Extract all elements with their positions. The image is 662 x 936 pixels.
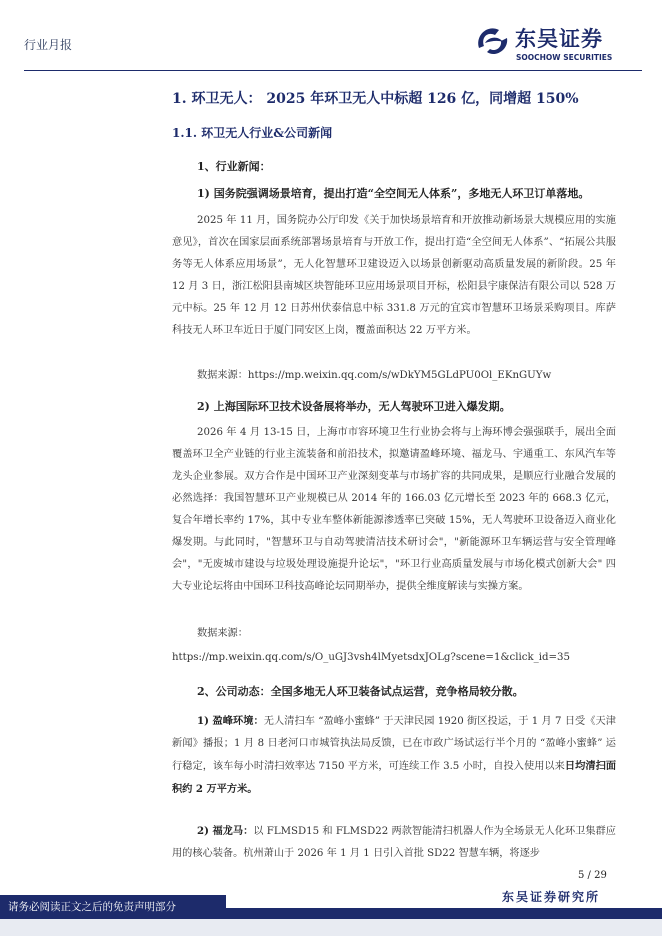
news-item-1-title: 1) 国务院强调场景培育，提出打造“全空间无人体系”，多地无人环卫订单落地。 xyxy=(197,187,590,200)
company-item-2-text: 以 FLMSD15 和 FLMSD22 两款智能清扫机器人作为全场景无人化环卫集群应用的核心装备。杭州萧山于 2026 年 1 月 1 日引入首批 SD22 智慧车辆，将逐步 xyxy=(172,826,616,859)
soochow-logo-icon xyxy=(473,22,513,62)
company-item-1 xyxy=(172,710,616,801)
footer-institute: 东吴证券研究所 xyxy=(502,890,601,904)
subsection-heading: 1.1. 环卫无人行业&公司新闻 xyxy=(172,126,333,140)
header-divider xyxy=(24,70,642,71)
news-item-2-body xyxy=(172,422,616,598)
company-item-1-label: 1) 盈峰环境： xyxy=(197,715,264,727)
news-item-2-text: 2026 年 4 月 13-15 日，上海市市容环境卫生行业协会将与上海环博会强强联手，展出全面覆盖环卫全产业链的行业主流装备和前沿技术，拟邀请盈峰环境、福龙马、宇通重工、东风汽车等龙头企业参展。双方合作是中国环卫产业深刻变革与市场扩容的共同成果，是顺应行业融合发展的必然选择：我国智慧环卫产业规模已从 2014 年的 166.03 亿元增长至 2023 年的 668.3 亿元，复合年增长率约 17%，其中专业车整体新能源渗透率已突破 15%，无人驾驶环卫设备迈入商业化爆发期。与此同时，"智慧环卫与自动驾驶清洁技术研讨会"，"新能源环卫车辆运营与安全管理峰会"，"无废城市建设与垃圾处理设施提升论坛"，"环卫行业高质量发展与市场化模式创新大会" 四大专业论坛将由中国环卫科技高峰论坛同期举办，提供全维度解读与实操方案。 xyxy=(172,427,616,592)
logo-chinese-name: 东吴证券 xyxy=(515,27,603,51)
report-type-label: 行业月报 xyxy=(24,38,73,52)
news-item-2-source-url: https://mp.weixin.qq.com/s/O_uGJ3vsh4lMyetsdxJOLg?scene=1&click_id=35 xyxy=(172,652,570,663)
industry-news-title: 1、行业新闻： xyxy=(197,160,271,173)
news-item-2-title: 2) 上海国际环卫技术设备展将举办，无人驾驶环卫进入爆发期。 xyxy=(197,400,511,413)
news-item-1-text: 2025 年 11 月，国务院办公厅印发《关于加快场景培育和开放推动新场景大规模应用的实施意见》，首次在国家层面系统部署场景培育与开放工作，提出打造“全空间无人体系”、“拓展公共服务等无人体系应用场景”，无人化智慧环卫建设迈入以场景创新驱动高质量发展的新阶段。25 年 12 月 3 日，浙江松阳县南城区块智能环卫应用场景项目开标，松阳县宇康保洁有限公司以 528 万元中标。25 年 12 月 12 日苏州伏泰信息中标 331.8 万元的宜宾市智慧环卫场景采购项目。库萨科技无人环卫车近日于厦门同安区上岗，覆盖面积达 22 万平方米。 xyxy=(172,215,616,336)
company-news-title: 2、公司动态：全国多地无人环卫装备试点运营，竞争格局较分散。 xyxy=(197,685,524,698)
footer-strip xyxy=(0,919,662,936)
news-item-1-source: 数据来源：https://mp.weixin.qq.com/s/wDkYM5GLdPU0Ol_EKnGUYw xyxy=(197,370,552,381)
company-logo xyxy=(473,22,643,66)
company-item-1-text: 无人清扫车 “盈峰小蜜蜂” 于天津民园 1920 街区投运，于 1 月 7 日受《天津新闻》播报；1 月 8 日老河口市城管执法局反馈，已在市政广场试运行半个月的 “盈峰小蜜蜂” 运行稳定，该车每小时清扫效率达 7150 平方米，可连续工作 3.5 小时，自投入使用以来 xyxy=(172,716,616,772)
news-item-1-body xyxy=(172,210,616,342)
disclaimer-notice: 请务必阅读正文之后的免责声明部分 xyxy=(0,895,226,919)
logo-english-name: SOOCHOW SECURITIES xyxy=(516,53,613,62)
company-item-2 xyxy=(172,820,616,865)
company-item-2-label: 2) 福龙马： xyxy=(197,825,254,837)
footer-band xyxy=(226,908,662,919)
section-heading: 1. 环卫无人： 2025 年环卫无人中标超 126 亿，同增超 150% xyxy=(172,91,579,107)
page-header xyxy=(0,0,662,80)
company-item-1-highlight: 日均清扫面积约 2 万平方米。 xyxy=(172,760,617,795)
page-number: 5 / 29 xyxy=(578,870,607,881)
news-item-2-source-label: 数据来源： xyxy=(197,628,248,639)
